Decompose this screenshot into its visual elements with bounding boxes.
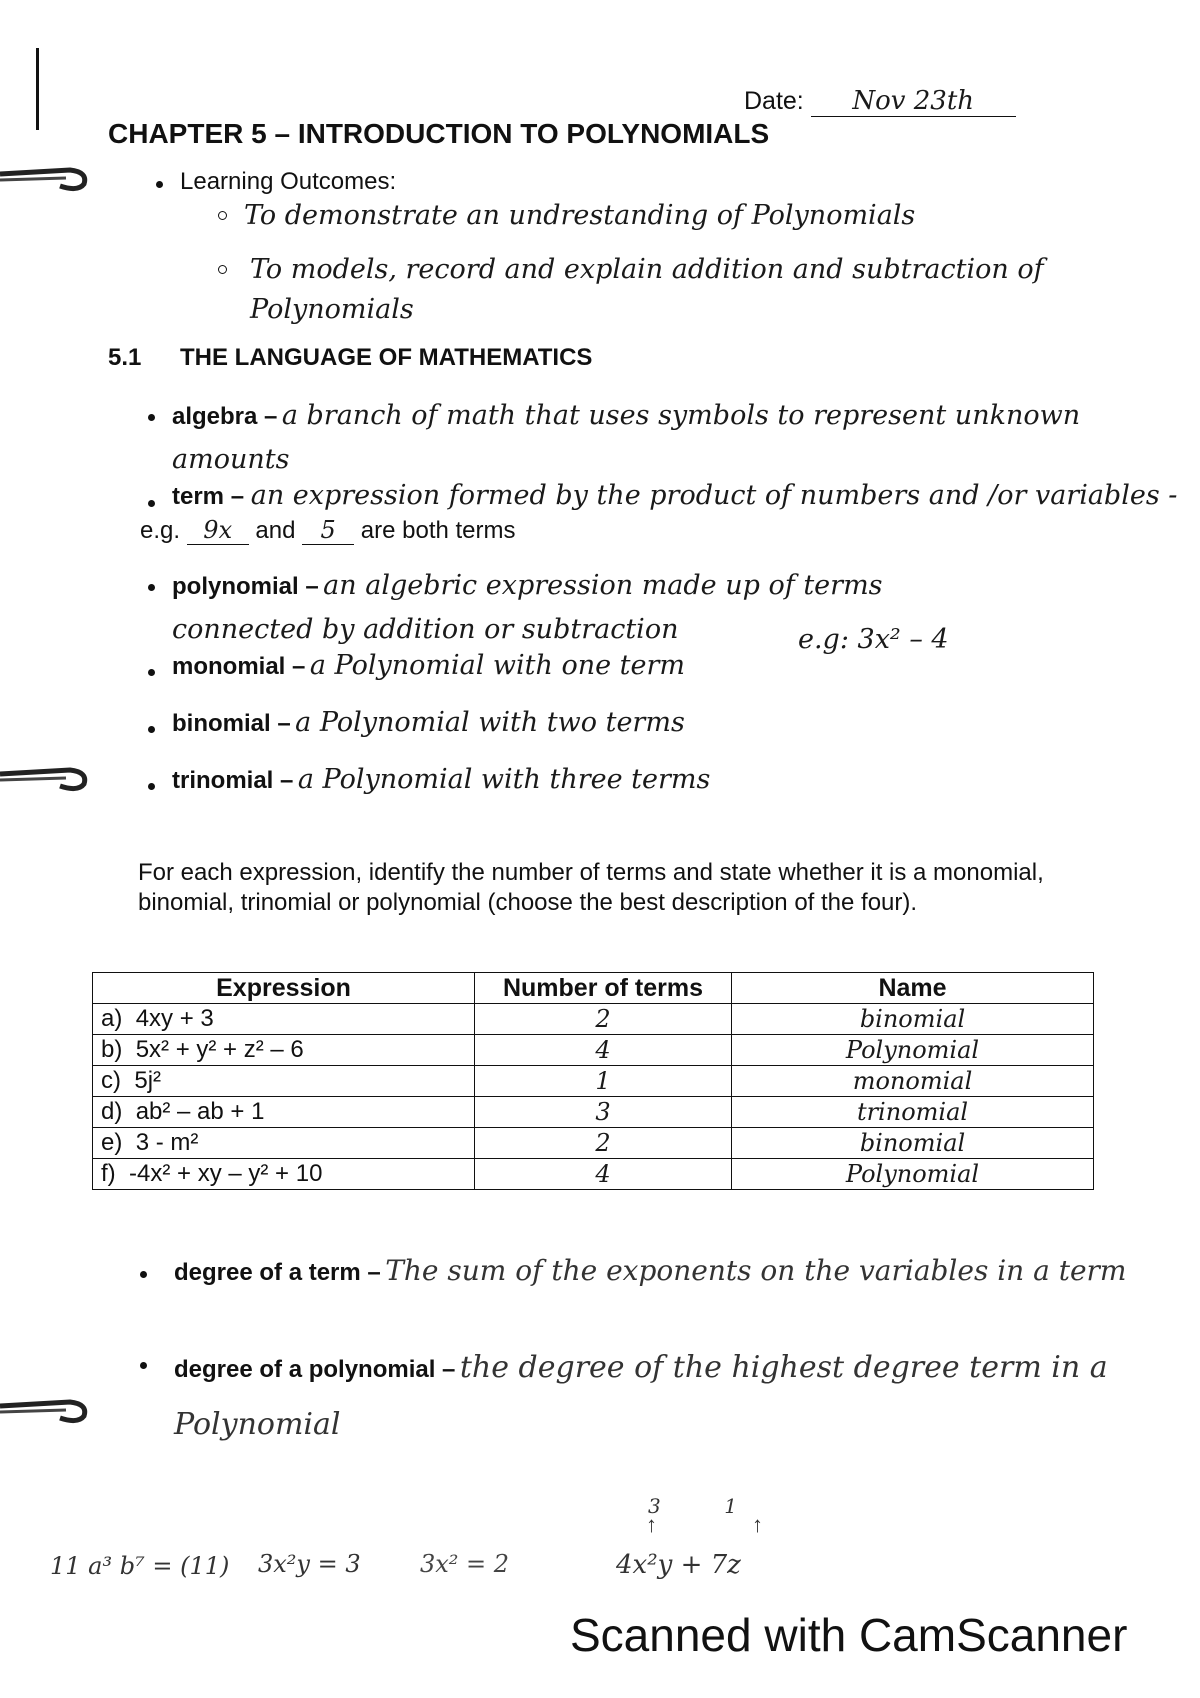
- example-1: 9x: [187, 516, 249, 545]
- scribble-4-exponents: 3 1: [648, 1494, 738, 1518]
- expression: 5j²: [134, 1067, 162, 1094]
- outcomes-label: Learning Outcomes:: [180, 168, 397, 195]
- row-label: c): [101, 1067, 121, 1094]
- table-row: [93, 1159, 1094, 1190]
- poly-name: monomial: [732, 1066, 1094, 1097]
- def-term: an expression formed by the product of numbers and /or variables -: [250, 480, 1178, 511]
- term-count: 4: [475, 1035, 732, 1066]
- poly-name: Polynomial: [732, 1159, 1094, 1190]
- polynomial-example: e.g: 3x² – 4: [798, 624, 949, 655]
- term-degree-term: degree of a term –: [174, 1259, 381, 1286]
- def-trinomial: a Polynomial with three terms: [297, 764, 711, 795]
- table-row: [93, 1128, 1094, 1159]
- row-label: a): [101, 1005, 123, 1032]
- header-name: Name: [732, 973, 1094, 1004]
- scribble-4: 4x²y + 7z: [616, 1550, 741, 1580]
- term-polynomial: polynomial –: [172, 573, 319, 600]
- expression-cell: [93, 1159, 475, 1190]
- date-value: Nov 23th: [811, 86, 1016, 117]
- header-number-of-terms: Number of terms: [475, 973, 732, 1004]
- term-degree-polynomial: degree of a polynomial –: [174, 1356, 456, 1383]
- scribble-2: 3x²y = 3: [258, 1550, 361, 1578]
- example-2: 5: [302, 516, 354, 545]
- sub-bullet: [218, 265, 227, 274]
- binder-clip-icon: [0, 760, 110, 805]
- eg-label: e.g.: [140, 517, 181, 544]
- bullet: [148, 783, 155, 790]
- definition-monomial: [172, 650, 685, 681]
- bullet: [148, 726, 155, 733]
- sub-bullet: [218, 211, 227, 220]
- row-label: f): [101, 1160, 116, 1187]
- and-label: and: [255, 517, 296, 544]
- table-row: [93, 1035, 1094, 1066]
- expression: 5x² + y² + z² – 6: [135, 1036, 304, 1063]
- expression-cell: [93, 1004, 475, 1035]
- row-label: b): [101, 1036, 123, 1063]
- definition-binomial: [172, 707, 685, 738]
- outcome-item-2: To models, record and explain addition and subtraction of Polynomials: [250, 254, 1044, 325]
- scribble-1: 11 a³ b⁷ = (11): [50, 1552, 230, 1580]
- definition-degree-term: [174, 1250, 1174, 1297]
- definition-term: [172, 480, 1177, 511]
- def-polynomial: an algebric expression made up of terms connected by addition or subtraction: [172, 570, 883, 645]
- definition-algebra: [172, 396, 1112, 484]
- polynomial-table: [92, 972, 1094, 1190]
- row-label: d): [101, 1098, 123, 1125]
- bullet: [148, 669, 155, 676]
- scribble-3: 3x² = 2: [420, 1550, 510, 1578]
- date-row: [744, 86, 1016, 117]
- bullet: [140, 1271, 147, 1278]
- term-count: 2: [475, 1128, 732, 1159]
- table-header-row: [93, 973, 1094, 1004]
- term-count: 3: [475, 1097, 732, 1128]
- chapter-title: CHAPTER 5 – INTRODUCTION TO POLYNOMIALS: [108, 118, 770, 149]
- bullet: [156, 181, 163, 188]
- term-count: 1: [475, 1066, 732, 1097]
- term-count: 4: [475, 1159, 732, 1190]
- arrow-up-icon: ↑: [646, 1512, 657, 1537]
- date-label: Date:: [744, 87, 804, 115]
- expression: 4xy + 3: [135, 1005, 214, 1032]
- section-title: THE LANGUAGE OF MATHEMATICS: [180, 344, 593, 371]
- definition-trinomial: [172, 764, 710, 795]
- term-count: 2: [475, 1004, 732, 1035]
- poly-name: binomial: [732, 1004, 1094, 1035]
- table-row: [93, 1066, 1094, 1097]
- camscanner-watermark: Scanned with CamScanner: [570, 1609, 1128, 1661]
- term-monomial: monomial –: [172, 653, 306, 680]
- def-algebra: a branch of math that uses symbols to represent unknown amounts: [172, 400, 1081, 475]
- def-monomial: a Polynomial with one term: [309, 650, 686, 681]
- expression: ab² – ab + 1: [135, 1098, 265, 1125]
- poly-name: Polynomial: [732, 1035, 1094, 1066]
- definition-degree-polynomial: [174, 1342, 1154, 1456]
- bullet: [148, 414, 155, 421]
- bullet: [148, 584, 155, 591]
- def-degree-term: The sum of the exponents on the variables in a term: [385, 1254, 1127, 1287]
- term-tail: are both terms: [360, 517, 516, 544]
- term-binomial: binomial –: [172, 710, 291, 737]
- expression: 3 - m²: [135, 1129, 199, 1156]
- row-label: e): [101, 1129, 123, 1156]
- outcome-item-1: To demonstrate an undrestanding of Polynomials: [244, 200, 916, 231]
- expression: -4x² + xy – y² + 10: [129, 1160, 323, 1187]
- term-examples: [140, 516, 516, 545]
- poly-name: binomial: [732, 1128, 1094, 1159]
- term-algebra: algebra –: [172, 403, 278, 430]
- section-number: 5.1: [108, 344, 142, 371]
- def-binomial: a Polynomial with two terms: [295, 707, 685, 738]
- expression-cell: [93, 1035, 475, 1066]
- expression-cell: [93, 1097, 475, 1128]
- term-trinomial: trinomial –: [172, 767, 294, 794]
- expression-cell: [93, 1128, 475, 1159]
- table-row: [93, 1097, 1094, 1128]
- margin-line: [36, 48, 39, 130]
- table-row: [93, 1004, 1094, 1035]
- def-degree-polynomial: the degree of the highest degree term in a Polynomial: [174, 1350, 1108, 1442]
- poly-name: trinomial: [732, 1097, 1094, 1128]
- arrow-up-icon: ↑: [752, 1512, 763, 1537]
- header-expression: Expression: [93, 973, 475, 1004]
- binder-clip-icon: [0, 1392, 110, 1437]
- bullet: [140, 1362, 147, 1369]
- instructions: For each expression, identify the number of terms and state whether it is a monomial, binomial, trinomial or polynomial (choose the best description of the four).: [138, 859, 1044, 916]
- term-term: term –: [172, 483, 245, 510]
- expression-cell: [93, 1066, 475, 1097]
- bullet: [148, 500, 155, 507]
- binder-clip-icon: [0, 160, 110, 205]
